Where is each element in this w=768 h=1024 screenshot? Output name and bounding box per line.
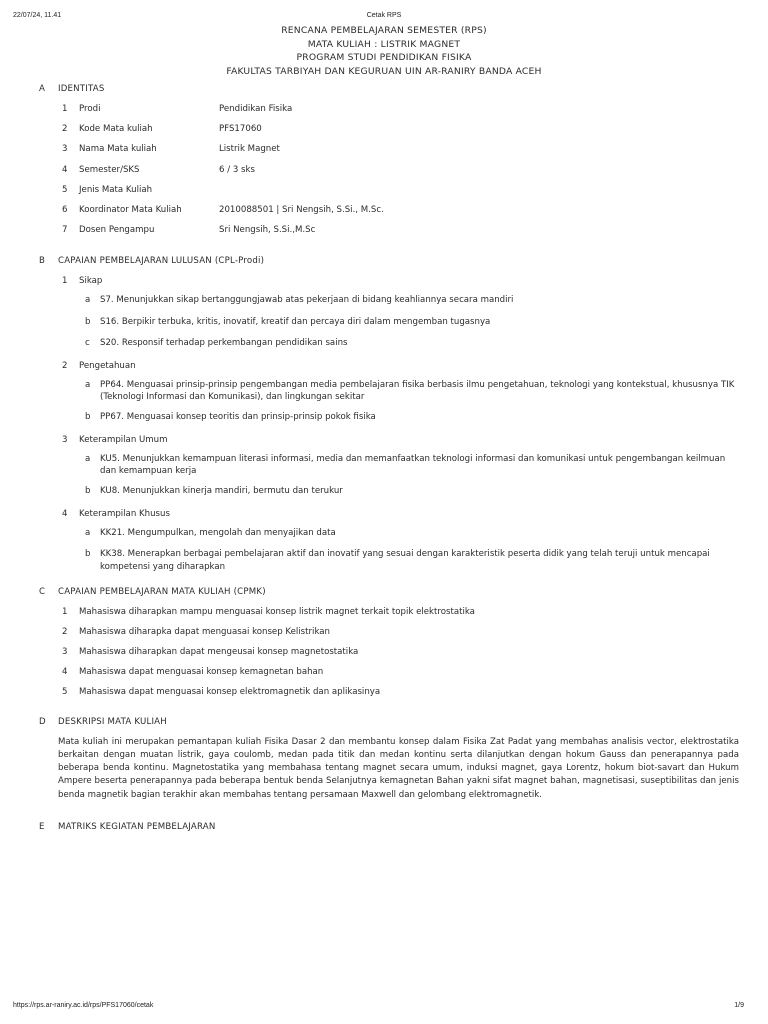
item-text: PP64. Menguasai prinsip-prinsip pengembangan media pembelajaran fisika berbasis ilmu pengetahuan, teknologi yang kontekstual, khususnya TIK (Teknologi Informasi dan Komunikasi), dan lingkungan sekitar — [100, 379, 735, 403]
item-text: S16. Berpikir terbuka, kritis, inovatif, kreatif dan percaya diri dalam mengemban tugasnya — [100, 316, 491, 327]
section-title: MATRIKS KEGIATAN PEMBELAJARAN — [58, 821, 216, 832]
item-text: Mahasiswa dapat menguasai konsep kemagnetan bahan — [79, 666, 324, 677]
item-text: Mahasiswa diharapkan dapat mengeusai konsep magnetostatika — [79, 646, 359, 657]
section-matriks-heading — [39, 820, 739, 840]
item-letter: a — [85, 453, 91, 464]
item-text: KK38. Menerapkan berbagai pembelajaran aktif dan inovatif yang sesuai dengan karakteristik peserta didik yang telah teruji untuk mencapai kompetensi yang diharapkan — [100, 549, 710, 572]
section-letter: A — [39, 84, 45, 94]
cpmk-item — [39, 665, 739, 685]
item-letter: b — [85, 316, 91, 327]
document-title: RENCANA PEMBELAJARAN SEMESTER (RPS) — [281, 25, 487, 36]
row-value: Pendidikan Fisika — [219, 104, 293, 114]
item-letter: b — [85, 412, 91, 423]
print-footer — [0, 1002, 768, 1012]
group-title: Sikap — [79, 276, 103, 287]
section-cpl-heading — [39, 254, 739, 274]
identity-row — [39, 203, 739, 223]
item-text: KU8. Menunjukkan kinerja mandiri, bermutu dan terukur — [100, 486, 343, 497]
section-deskripsi-heading — [39, 715, 739, 735]
item-letter: a — [85, 379, 91, 390]
item-number: 3 — [62, 646, 68, 657]
group-heading — [39, 507, 739, 527]
row-number: 2 — [62, 124, 68, 135]
cpl-group-sikap — [39, 274, 739, 351]
identity-row — [39, 142, 739, 162]
row-number: 5 — [62, 184, 68, 195]
group-heading — [39, 433, 739, 453]
row-label: Dosen Pengampu — [79, 225, 155, 236]
list-item — [39, 453, 739, 478]
group-number: 3 — [62, 434, 68, 445]
print-page-number: 1/9 — [734, 1002, 744, 1009]
list-item — [39, 548, 739, 573]
cpl-group-pengetahuan — [39, 359, 739, 426]
faculty-title: FAKULTAS TARBIYAH DAN KEGURUAN UIN AR-RANIRY BANDA ACEH — [226, 65, 542, 77]
cpmk-item — [39, 605, 739, 625]
cpl-group-keterampilan-khusus — [39, 507, 739, 574]
identity-row — [39, 163, 739, 183]
list-item — [39, 527, 739, 541]
document-content — [39, 82, 739, 840]
group-title: Keterampilan Khusus — [79, 508, 170, 519]
row-label: Jenis Mata Kuliah — [79, 184, 153, 195]
item-number: 4 — [62, 666, 68, 677]
row-number: 1 — [62, 104, 68, 114]
cpmk-item — [39, 685, 739, 705]
group-number: 2 — [62, 360, 68, 371]
row-number: 7 — [62, 225, 68, 236]
row-number: 3 — [62, 144, 68, 155]
row-value: PFS17060 — [219, 124, 262, 135]
group-heading — [39, 274, 739, 294]
row-label: Kode Mata kuliah — [79, 124, 153, 135]
item-letter: b — [85, 486, 91, 497]
spacer — [39, 243, 739, 254]
spacer — [39, 705, 739, 715]
cpl-group-keterampilan-umum — [39, 433, 739, 500]
program-title: PROGRAM STUDI PENDIDIKAN FISIKA — [296, 52, 472, 63]
section-title: IDENTITAS — [58, 84, 105, 94]
group-title: Pengetahuan — [79, 360, 136, 371]
item-number: 2 — [62, 626, 68, 637]
row-number: 4 — [62, 164, 68, 175]
section-title: CAPAIAN PEMBELAJARAN MATA KULIAH (CPMK) — [58, 586, 266, 597]
section-letter: D — [39, 716, 46, 727]
course-description: Mata kuliah ini merupakan pemantapan kuliah Fisika Dasar 2 dan membantu konsep dalam Fisika Zat Padat yang membahas analisis vector, elektrostatika berkaitan dengan muatan listrik, gaya coulomb, medan pada titik dan medan kontinu serta dilanjutkan dengan hokum Gauss dan penerapannya pada beberapa benda kontinu. Magnetostatika yang membahasa tentang magnet secara umum, induksi magnet, gaya Lorentz, hokum biot-savart dan Hukum Ampere beserta penerapannya pada beberapa bentuk benda Selanjutnya kemagnetan Bahan yakni sifat magnet bahan, magnetisasi, suseptibilitas dan jenis benda magnetik bagian terakhir akan membahas tentang persamaan Maxwell dan gelombang elektromagnetik. — [58, 736, 739, 800]
section-letter: B — [39, 256, 45, 267]
item-text: PP67. Menguasai konsep teoritis dan prinsip-prinsip pokok fisika — [100, 412, 376, 423]
list-item — [39, 485, 739, 499]
item-text: Mahasiswa dapat menguasai konsep elektromagnetik dan aplikasinya — [79, 686, 381, 697]
row-label: Koordinator Mata Kuliah — [79, 204, 182, 215]
cpmk-item — [39, 625, 739, 645]
item-number: 5 — [62, 686, 68, 697]
item-letter: a — [85, 527, 91, 538]
section-title: DESKRIPSI MATA KULIAH — [58, 716, 167, 727]
print-header — [0, 12, 768, 22]
item-letter: a — [85, 295, 91, 306]
row-label: Nama Mata kuliah — [79, 144, 157, 155]
row-value: 2010088501 | Sri Nengsih, S.Si., M.Sc. — [219, 204, 384, 215]
section-letter: C — [39, 586, 46, 597]
section-title: CAPAIAN PEMBELAJARAN LULUSAN (CPL-Prodi) — [58, 256, 265, 267]
item-text: S20. Responsif terhadap perkembangan pendidikan sains — [100, 338, 348, 349]
course-title: MATA KULIAH : LISTRIK MAGNET — [307, 38, 461, 50]
item-letter: c — [85, 338, 90, 349]
group-heading — [39, 359, 739, 379]
print-page-title: Cetak RPS — [366, 12, 402, 19]
item-text: S7. Menunjukkan sikap bertanggungjawab atas pekerjaan di bidang keahliannya secara mandiri — [100, 295, 514, 306]
group-number: 4 — [62, 508, 68, 519]
row-number: 6 — [62, 204, 68, 215]
row-value: 6 / 3 sks — [219, 164, 255, 175]
list-item — [39, 379, 739, 404]
print-url: https://rps.ar-raniry.ac.id/rps/PFS17060/cetak — [13, 1002, 154, 1009]
row-label: Prodi — [79, 104, 101, 114]
identity-row — [39, 183, 739, 203]
row-value: Sri Nengsih, S.Si.,M.Sc — [219, 225, 316, 236]
list-item — [39, 294, 739, 308]
item-text: Mahasiswa diharapkan mampu menguasai konsep listrik magnet terkait topik elektrostatika — [79, 606, 475, 617]
row-value: Listrik Magnet — [219, 144, 280, 155]
section-cpmk-heading — [39, 585, 739, 605]
section-letter: E — [39, 821, 45, 832]
cpmk-item — [39, 645, 739, 665]
section-identitas-heading — [39, 82, 739, 102]
row-label: Semester/SKS — [79, 164, 140, 175]
identity-table — [39, 102, 739, 243]
identity-row — [39, 102, 739, 122]
identity-row — [39, 223, 739, 243]
identity-row — [39, 122, 739, 142]
item-letter: b — [85, 549, 91, 560]
list-item — [39, 316, 739, 330]
list-item — [39, 411, 739, 425]
print-datetime: 22/07/24, 11.41 — [13, 12, 62, 19]
item-text: KK21. Mengumpulkan, mengolah dan menyajikan data — [100, 527, 336, 538]
group-title: Keterampilan Umum — [79, 434, 168, 445]
item-text: KU5. Menunjukkan kemampuan literasi informasi, media dan memanfaatkan teknologi informasi dan komunikasi untuk pengembangan keilmuan dan kemampuan kerja — [100, 453, 726, 477]
item-text: Mahasiswa diharapka dapat menguasai konsep Kelistrikan — [79, 626, 330, 637]
document-title-block — [0, 24, 768, 78]
group-number: 1 — [62, 276, 68, 287]
list-item — [39, 337, 739, 351]
spacer — [39, 802, 739, 820]
item-number: 1 — [62, 606, 68, 617]
